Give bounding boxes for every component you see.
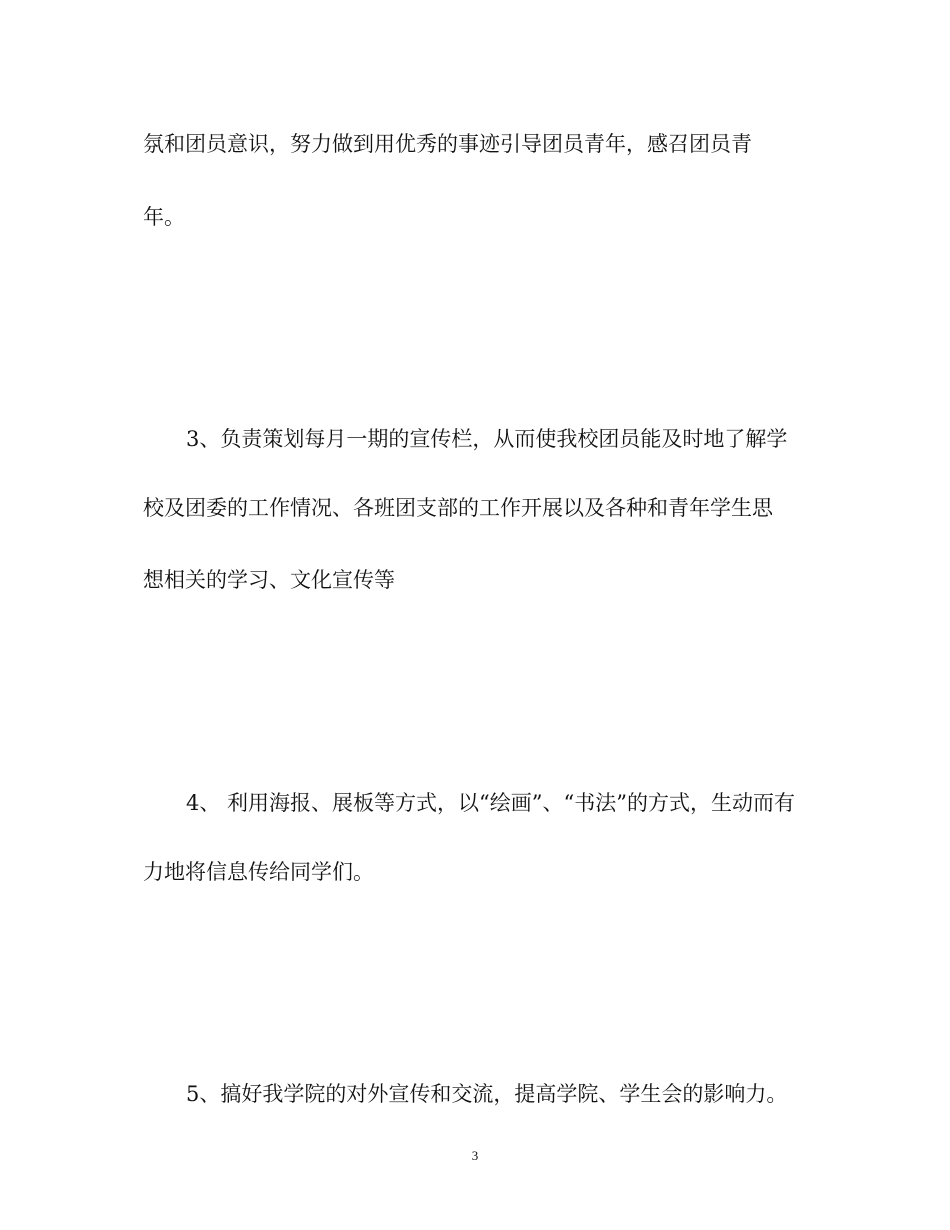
paragraph-2-line-1: 3、负责策划每月一期的宣传栏，从而使我校团员能及时地了解学	[186, 427, 788, 451]
paragraph-3-line-2: 力地将信息传给同学们。	[143, 860, 374, 884]
paragraph-1-line-1: 氛和团员意识，努力做到用优秀的事迹引导团员青年，感召团员青	[143, 132, 752, 156]
paragraph-4-line-1: 5、搞好我学院的对外宣传和交流，提高学院、学生会的影响力。	[186, 1082, 788, 1106]
page-number: 3	[471, 1148, 479, 1163]
paragraph-3-line-1: 4、 利用海报、展板等方式，以“绘画”、“书法”的方式，生动而有	[186, 791, 795, 815]
paragraph-1-line-2: 年。	[143, 205, 185, 229]
paragraph-2-line-3: 想相关的学习、文化宣传等	[143, 568, 395, 592]
paragraph-2-line-2: 校及团委的工作情况、各班团支部的工作开展以及各种和青年学生思	[143, 496, 773, 520]
